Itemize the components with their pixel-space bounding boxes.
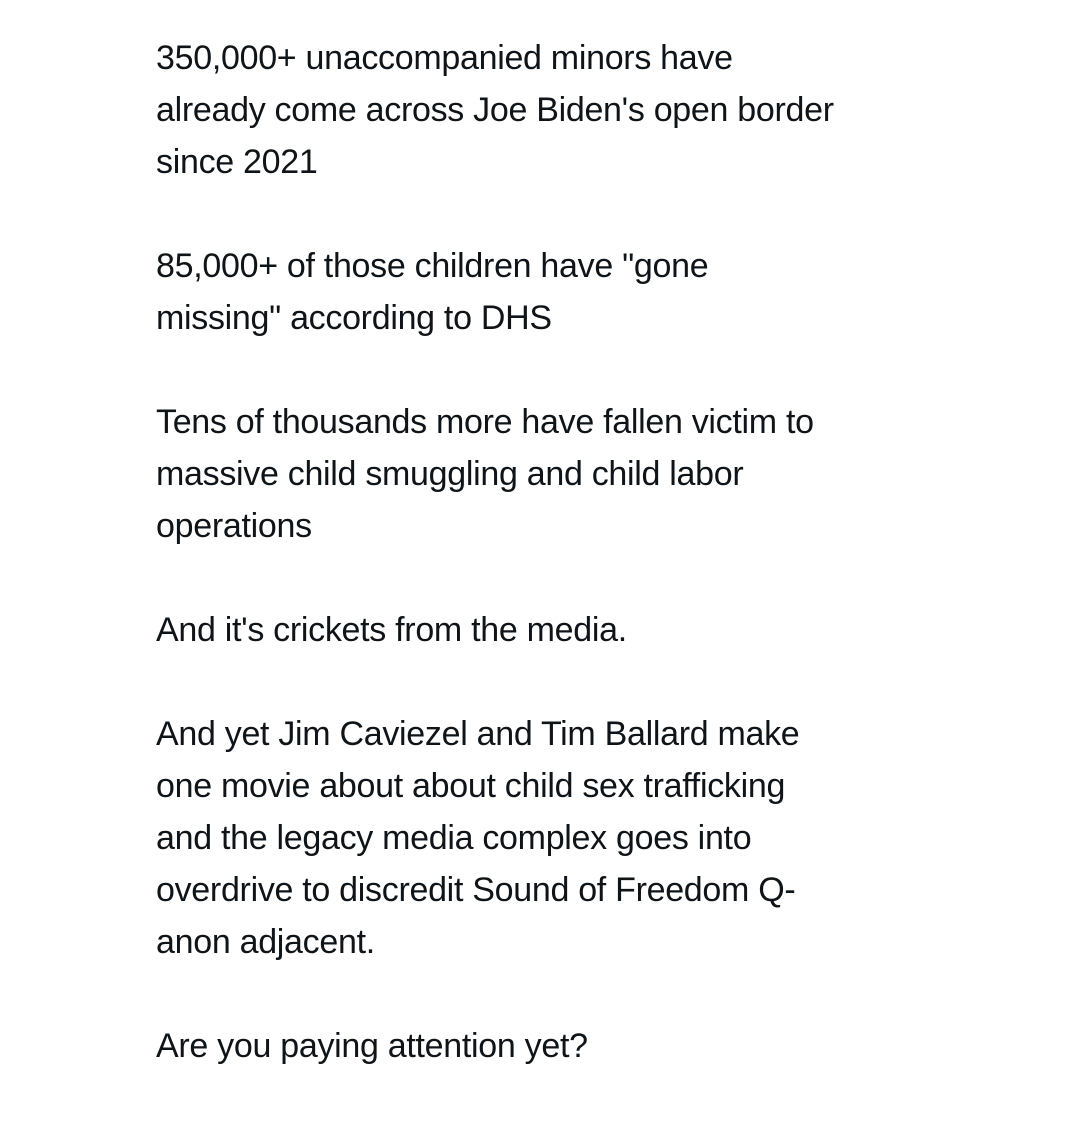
post-paragraph-5: And yet Jim Caviezel and Tim Ballard make one movie about about child sex trafficking and the legacy media complex goes into overdrive to discredit Sound of Freedom Q- anon adjacent. bbox=[156, 715, 800, 961]
post-body bbox=[156, 32, 956, 1072]
post-paragraph-4: And it's crickets from the media. bbox=[156, 611, 627, 649]
post-paragraph-3: Tens of thousands more have fallen victim to massive child smuggling and child labor operations bbox=[156, 403, 814, 545]
post-paragraph-1: 350,000+ unaccompanied minors have already come across Joe Biden's open border since 2021 bbox=[156, 39, 834, 181]
post-paragraph-2: 85,000+ of those children have "gone missing" according to DHS bbox=[156, 247, 709, 337]
post-paragraph-6: Are you paying attention yet? bbox=[156, 1027, 588, 1065]
